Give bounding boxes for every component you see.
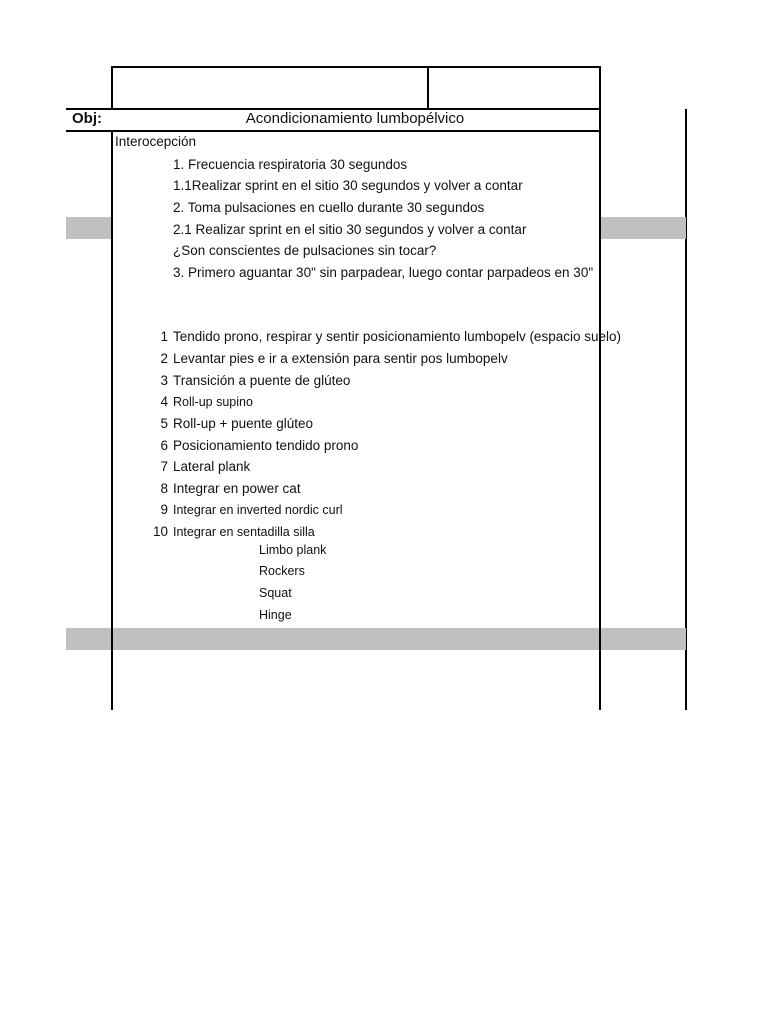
exercise-text: Roll-up + puente glúteo	[173, 416, 313, 431]
exercise-number: 10	[152, 524, 168, 539]
exercise-text: Posicionamiento tendido prono	[173, 438, 359, 453]
gray-band-right-1	[601, 217, 686, 239]
intero-item: 1. Frecuencia respiratoria 30 segundos	[173, 157, 408, 172]
sub-item: Limbo plank	[259, 543, 327, 557]
exercise-text: Tendido prono, respirar y sentir posicionamiento lumbopelv (espacio suelo)	[173, 329, 621, 344]
exercise-text: Integrar en sentadilla silla	[173, 525, 315, 539]
intero-item: 2.1 Realizar sprint en el sitio 30 segundos y volver a contar	[173, 222, 527, 237]
header-middle-border	[427, 66, 429, 109]
exercise-number: 3	[160, 373, 168, 388]
exercise-number: 5	[160, 416, 168, 431]
intero-item: 3. Primero aguantar 30" sin parpadear, luego contar parpadeos en 30"	[173, 265, 594, 280]
exercise-text: Lateral plank	[173, 459, 251, 474]
sub-item: Squat	[259, 586, 292, 600]
intero-item: ¿Son conscientes de pulsaciones sin tocar?	[173, 243, 437, 258]
exercise-number: 4	[160, 394, 168, 409]
header-left-border	[111, 66, 113, 109]
header-top-border	[111, 66, 601, 68]
exercise-text: Integrar en power cat	[173, 481, 301, 496]
sub-item: Rockers	[259, 564, 305, 578]
exercise-text: Transición a puente de glúteo	[173, 373, 351, 388]
exercise-text: Roll-up supino	[173, 395, 253, 409]
band-divider-right	[599, 628, 601, 650]
column-right-border	[599, 66, 601, 710]
gray-band-full-2	[66, 628, 686, 650]
exercise-number: 7	[160, 459, 168, 474]
obj-label: Obj:	[72, 110, 102, 127]
exercise-number: 1	[160, 329, 168, 344]
exercise-text: Integrar en inverted nordic curl	[173, 503, 343, 517]
page-title: Acondicionamiento lumbopélvico	[245, 110, 465, 127]
intero-item: 2. Toma pulsaciones en cuello durante 30 segundos	[173, 200, 485, 215]
exercise-number: 8	[160, 481, 168, 496]
outer-right-border	[685, 109, 687, 710]
section-label: Interocepción	[115, 134, 197, 149]
gray-band-left-1	[66, 217, 111, 239]
exercise-text: Levantar pies e ir a extensión para sentir pos lumbopelv	[173, 351, 508, 366]
body-left-border	[111, 130, 113, 710]
obj-row-bottom-border	[66, 130, 601, 132]
intero-item: 1.1Realizar sprint en el sitio 30 segundos y volver a contar	[173, 178, 523, 193]
exercise-number: 9	[160, 502, 168, 517]
exercise-number: 2	[160, 351, 168, 366]
sub-item: Hinge	[259, 608, 292, 622]
exercise-number: 6	[160, 438, 168, 453]
band-divider-left	[111, 628, 113, 650]
